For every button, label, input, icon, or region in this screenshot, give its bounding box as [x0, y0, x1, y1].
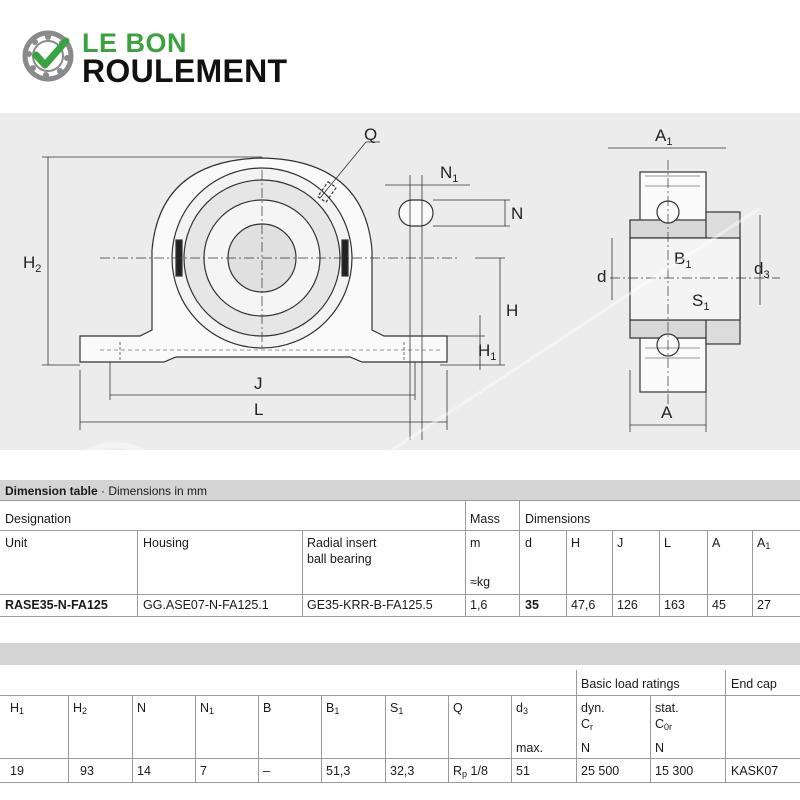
row2-C0r: 15 300 — [655, 764, 694, 778]
divider — [68, 695, 69, 782]
divider — [511, 695, 512, 782]
row2-B: – — [263, 764, 270, 778]
row2-endcap: KASK07 — [731, 764, 779, 778]
divider — [385, 695, 386, 782]
col-dyn: dyn. — [581, 701, 605, 715]
col-A: A — [712, 536, 721, 550]
divider — [132, 695, 133, 782]
row-A: 45 — [712, 598, 726, 612]
col-A1: $A_1$ — [757, 536, 771, 551]
col-stat-unit: N — [655, 741, 665, 755]
col-stat: stat. — [655, 701, 679, 715]
divider — [576, 670, 577, 782]
divider — [321, 695, 322, 782]
col-dyn-unit: N — [581, 741, 591, 755]
divider — [302, 530, 303, 616]
group-dimensions: Dimensions — [525, 512, 591, 526]
divider — [0, 594, 800, 595]
col-housing: Housing — [143, 536, 189, 550]
group-designation: Designation — [5, 512, 72, 526]
row-d: 35 — [525, 598, 539, 612]
label-d3: $d_3$ — [754, 259, 770, 281]
label-L: L — [254, 400, 264, 419]
col-Cr: $C_r$ — [581, 717, 594, 732]
row2-N: 14 — [137, 764, 151, 778]
row2-H2: 93 — [80, 764, 94, 778]
divider — [519, 500, 520, 616]
col-unit: Unit — [5, 536, 28, 550]
row-housing: GG.ASE07-N-FA125.1 — [143, 598, 269, 612]
col-d: d — [525, 536, 532, 550]
divider — [707, 530, 708, 616]
label-S1: $S_1$ — [692, 291, 710, 313]
divider — [0, 530, 800, 531]
row-unit: RASE35-N-FA125 — [5, 598, 108, 612]
row-J: 126 — [617, 598, 638, 612]
row2-d3: 51 — [516, 764, 530, 778]
row-A1: 27 — [757, 598, 771, 612]
divider — [752, 530, 753, 616]
brand-logo — [22, 26, 302, 89]
col-H: H — [571, 536, 581, 550]
col-mass-unit: ≈kg — [470, 575, 491, 589]
label-A1: $A_1$ — [655, 126, 673, 148]
label-H2: $H_2$ — [23, 253, 42, 275]
label-N: N — [511, 204, 524, 223]
label-H1: $H_1$ — [478, 341, 497, 363]
divider — [195, 695, 196, 782]
col-B1: $B_1$ — [326, 701, 340, 716]
label-A: A — [661, 403, 673, 422]
label-H: H — [506, 301, 519, 320]
col-J: J — [617, 536, 624, 550]
col-mass-symbol: m — [470, 536, 481, 550]
col-C0r: $C_{0r}$ — [655, 717, 673, 732]
col-Q: Q — [453, 701, 463, 715]
col-S1: $S_1$ — [390, 701, 404, 716]
col-d3: $d_3$ — [516, 701, 528, 716]
col-insert-line2: ball bearing — [307, 552, 372, 566]
divider — [650, 695, 651, 782]
divider — [0, 758, 800, 759]
row-H: 47,6 — [571, 598, 596, 612]
divider — [448, 695, 449, 782]
label-Q: Q — [364, 125, 378, 144]
divider — [0, 616, 800, 617]
dimension-table-title: Dimension table · Dimensions in mm — [5, 484, 208, 498]
housing-front-view — [80, 158, 460, 362]
label-N1: $N_1$ — [440, 163, 459, 185]
housing-side-view — [610, 160, 780, 405]
col-N: N — [137, 701, 147, 715]
row2-H1: 19 — [10, 764, 24, 778]
col-H1: $H_1$ — [10, 701, 25, 716]
divider — [465, 500, 466, 616]
bearing-check-icon — [22, 28, 78, 84]
col-B: B — [263, 701, 272, 715]
col-H2: $H_2$ — [73, 701, 88, 716]
table2-header-bar — [0, 643, 800, 665]
logo-line2: ROULEMENT — [82, 53, 288, 89]
label-B1: $B_1$ — [674, 249, 692, 271]
row-insert: GE35-KRR-B-FA125.5 — [307, 598, 433, 612]
row2-B1: 51,3 — [326, 764, 351, 778]
divider — [725, 670, 726, 782]
logo-line1: LE BON — [82, 28, 188, 58]
row2-S1: 32,3 — [390, 764, 415, 778]
label-d: d — [597, 267, 607, 286]
divider — [612, 530, 613, 616]
row2-Cr: 25 500 — [581, 764, 620, 778]
divider — [0, 782, 800, 783]
group-load-ratings: Basic load ratings — [581, 677, 680, 691]
label-J: J — [254, 374, 263, 393]
col-insert-line1: Radial insert — [307, 536, 377, 550]
row2-Q: $R_p$ 1/8 — [453, 764, 488, 779]
divider — [258, 695, 259, 782]
divider — [0, 500, 800, 501]
group-mass: Mass — [470, 512, 500, 526]
row-mass: 1,6 — [470, 598, 488, 612]
divider — [659, 530, 660, 616]
col-N1: $N_1$ — [200, 701, 215, 716]
col-L: L — [664, 536, 671, 550]
group-end-cap: End cap — [731, 677, 777, 691]
divider — [566, 530, 567, 616]
divider — [137, 530, 138, 616]
row2-N1: 7 — [200, 764, 207, 778]
row-L: 163 — [664, 598, 685, 612]
col-d3-note: max. — [516, 741, 544, 755]
pillow-block-drawing — [0, 113, 800, 450]
technical-drawing — [0, 113, 800, 450]
